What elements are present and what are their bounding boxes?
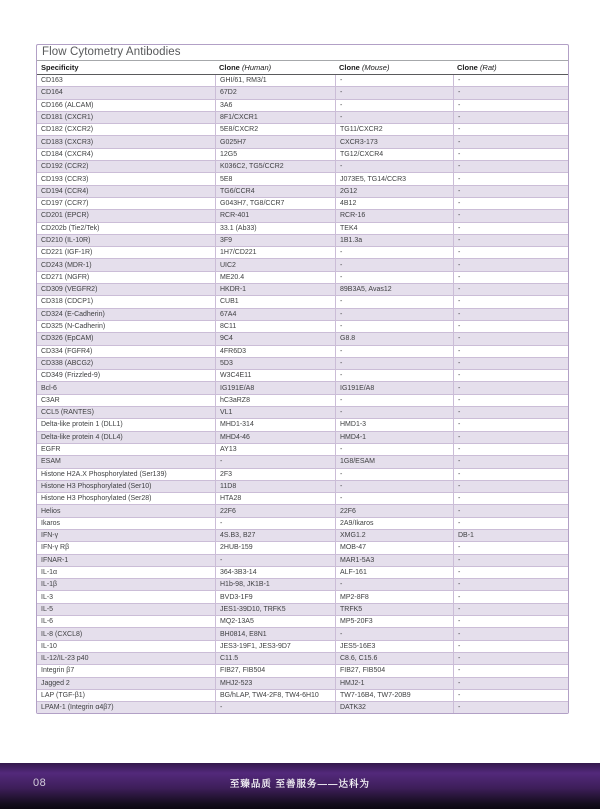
table-cell: - [453, 542, 568, 553]
table-cell: UIC2 [215, 259, 335, 270]
table-cell: RCR-401 [215, 210, 335, 221]
table-cell: - [453, 407, 568, 418]
table-row [37, 333, 568, 345]
table-cell: G8.8 [335, 333, 453, 344]
table-cell: - [335, 469, 453, 480]
table-cell: - [335, 259, 453, 270]
table-cell: IL-1β [41, 581, 58, 589]
table-cell: 5D3 [215, 358, 335, 369]
table-row [37, 259, 568, 271]
table-cell: - [335, 358, 453, 369]
table-cell: HKDR-1 [215, 284, 335, 295]
table-cell: 22F6 [335, 505, 453, 516]
table-cell: MHD1-314 [215, 419, 335, 430]
table-cell: MAR1-5A3 [335, 555, 453, 566]
table-cell: CD338 (ABCG2) [41, 359, 94, 367]
table-row [37, 469, 568, 481]
table-cell: - [453, 370, 568, 381]
table-cell: Helios [41, 507, 61, 515]
table-cell: IL-1α [41, 569, 58, 577]
table-cell: CD221 (IGF-1R) [41, 249, 93, 257]
table-row [37, 321, 568, 333]
table-cell: CD326 (EpCAM) [41, 335, 94, 343]
table-cell: FIB27, FIB504 [335, 665, 453, 676]
page-number: 08 [33, 776, 47, 789]
table-cell: MHJ2-523 [215, 678, 335, 689]
table-cell: - [453, 579, 568, 590]
table-cell: - [453, 223, 568, 234]
table-row [37, 444, 568, 456]
table-cell: Delta-like protein 1 (DLL1) [41, 421, 123, 429]
table-cell: - [453, 321, 568, 332]
table-cell: CXCR3-173 [335, 136, 453, 147]
table-cell: - [453, 591, 568, 602]
table-cell: AY13 [215, 444, 335, 455]
table-cell: 3A6 [215, 100, 335, 111]
footer-slogan: 至臻品质 至善服务——达科为 [229, 778, 371, 790]
table-cell: C11.5 [215, 653, 335, 664]
table-cell: HMD4-1 [335, 432, 453, 443]
table-cell: 3F9 [215, 235, 335, 246]
table-cell: - [335, 407, 453, 418]
table-cell: 2G12 [335, 186, 453, 197]
table-cell: TEK4 [335, 223, 453, 234]
table-cell: GHI/61, RM3/1 [215, 75, 335, 86]
table-cell: - [335, 309, 453, 320]
table-row [37, 419, 568, 431]
table-cell: 11D8 [215, 481, 335, 492]
table-row [37, 690, 568, 702]
table-cell: - [453, 665, 568, 676]
table-cell: IL-8 (CXCL8) [41, 630, 83, 638]
table-cell: - [335, 481, 453, 492]
table-cell: IL-3 [41, 593, 54, 601]
table-cell: 5E8 [215, 173, 335, 184]
table-row [37, 702, 568, 713]
table-cell: IL-12/IL-23 p40 [41, 655, 89, 663]
table-cell: XMG1.2 [335, 530, 453, 541]
table-cell: MHD4-46 [215, 432, 335, 443]
table-cell: CD197 (CCR7) [41, 200, 89, 208]
table-cell: - [335, 247, 453, 258]
table-cell: G043H7, TG8/CCR7 [215, 198, 335, 209]
table-cell: JES3-19F1, JES3-9D7 [215, 641, 335, 652]
table-cell: - [453, 567, 568, 578]
table-cell: CD243 (MDR-1) [41, 261, 92, 269]
table-row [37, 124, 568, 136]
table-cell: 12G5 [215, 149, 335, 160]
table-cell: - [453, 346, 568, 357]
table-row [37, 567, 568, 579]
table-cell: 8C11 [215, 321, 335, 332]
table-cell: - [453, 333, 568, 344]
table-row [37, 272, 568, 284]
table-row [37, 210, 568, 222]
table-cell: - [335, 87, 453, 98]
table-cell: - [453, 678, 568, 689]
table-row [37, 395, 568, 407]
table-cell: CCL5 (RANTES) [41, 409, 94, 417]
table-row [37, 481, 568, 493]
table-cell: BVD3-1F9 [215, 591, 335, 602]
table-cell: - [453, 198, 568, 209]
column-header-specificity: Specificity [41, 63, 79, 72]
table-cell: - [453, 186, 568, 197]
table-cell: TG12/CXCR4 [335, 149, 453, 160]
table-cell: IL-5 [41, 605, 54, 613]
table-cell: - [453, 296, 568, 307]
table-cell: CD181 (CXCR1) [41, 114, 94, 122]
table-cell: Ikaros [41, 519, 61, 527]
table-cell: IL-6 [41, 618, 54, 626]
table-cell: DB-1 [453, 530, 568, 541]
table-cell: - [335, 296, 453, 307]
table-cell: CD210 (IL-10R) [41, 237, 91, 244]
table-cell: - [453, 259, 568, 270]
table-cell: C3AR [41, 396, 60, 404]
table-cell: - [453, 272, 568, 283]
table-cell: IG191E/A8 [215, 382, 335, 393]
antibody-table [36, 44, 569, 714]
table-row [37, 247, 568, 259]
table-cell: LAP (TGF-β1) [41, 691, 85, 699]
table-row [37, 309, 568, 321]
table-row [37, 370, 568, 382]
table-cell: - [335, 75, 453, 86]
table-cell: - [335, 370, 453, 381]
table-cell: 67A4 [215, 309, 335, 320]
table-row [37, 407, 568, 419]
table-cell: - [453, 173, 568, 184]
table-cell: - [453, 604, 568, 615]
table-cell: 4FR6D3 [215, 346, 335, 357]
table-cell: - [453, 161, 568, 172]
table-cell: 2F3 [215, 469, 335, 480]
table-row [37, 530, 568, 542]
table-cell: HMD1-3 [335, 419, 453, 430]
table-row [37, 493, 568, 505]
table-row [37, 579, 568, 591]
table-cell: CD201 (EPCR) [41, 212, 89, 220]
table-cell: - [453, 432, 568, 443]
table-cell: MOB-47 [335, 542, 453, 553]
table-cell: CD182 (CXCR2) [41, 126, 94, 134]
table-cell: - [453, 653, 568, 664]
table-cell: - [453, 87, 568, 98]
table-cell: - [335, 272, 453, 283]
table-cell: - [453, 136, 568, 147]
table-cell: ME20.4 [215, 272, 335, 283]
table-cell: - [453, 469, 568, 480]
table-row [37, 678, 568, 690]
table-cell: - [215, 456, 335, 467]
table-cell: - [453, 112, 568, 123]
table-cell: IFN-γ Rβ [41, 544, 70, 552]
table-cell: IL-10 [41, 642, 57, 650]
table-cell: Bcl-6 [41, 384, 57, 392]
table-cell: IFN-γ [41, 532, 59, 540]
table-cell: IG191E/A8 [335, 382, 453, 393]
table-row [37, 653, 568, 665]
table-row [37, 382, 568, 394]
table-cell: CD194 (CCR4) [41, 187, 89, 195]
table-cell: - [453, 481, 568, 492]
table-cell: CD318 (CDCP1) [41, 298, 94, 306]
table-cell: TG11/CXCR2 [335, 124, 453, 135]
table-cell: CD166 (ALCAM) [41, 101, 94, 109]
table-cell: - [453, 100, 568, 111]
table-row [37, 235, 568, 247]
table-cell: - [453, 419, 568, 430]
table-cell: 9C4 [215, 333, 335, 344]
table-row [37, 616, 568, 628]
table-cell: CD163 [41, 77, 63, 85]
table-cell: RCR-16 [335, 210, 453, 221]
table-row [37, 432, 568, 444]
table-cell: CUB1 [215, 296, 335, 307]
table-cell: - [453, 702, 568, 713]
table-cell: JES5-16E3 [335, 641, 453, 652]
table-cell: - [453, 641, 568, 652]
table-row [37, 284, 568, 296]
table-cell: - [335, 493, 453, 504]
page-footer [0, 763, 600, 809]
table-cell: CD309 (VEGFR2) [41, 286, 98, 294]
table-cell: - [453, 493, 568, 504]
table-row [37, 641, 568, 653]
table-cell: CD193 (CCR3) [41, 175, 89, 183]
table-cell: MQ2-13A5 [215, 616, 335, 627]
table-row [37, 186, 568, 198]
table-cell: MP2-8F8 [335, 591, 453, 602]
table-cell: ESAM [41, 458, 61, 466]
table-cell: - [215, 555, 335, 566]
table-row [37, 87, 568, 99]
table-cell: 1G8/ESAM [335, 456, 453, 467]
table-row [37, 100, 568, 112]
table-cell: - [453, 284, 568, 295]
table-cell: - [453, 518, 568, 529]
table-cell: CD164 [41, 89, 63, 97]
table-cell: CD184 (CXCR4) [41, 150, 94, 158]
table-cell: CD192 (CCR2) [41, 163, 89, 171]
table-row [37, 161, 568, 173]
table-cell: - [453, 505, 568, 516]
table-row [37, 346, 568, 358]
table-cell: Histone H3 Phosphorylated (Ser10) [41, 482, 152, 490]
table-cell: J073E5, TG14/CCR3 [335, 173, 453, 184]
table-cell: - [453, 616, 568, 627]
table-cell: 22F6 [215, 505, 335, 516]
table-cell: - [453, 247, 568, 258]
table-header-row [37, 61, 568, 75]
table-row [37, 112, 568, 124]
table-cell: BH0814, E8N1 [215, 628, 335, 639]
column-header-clone-rat: Clone (Rat) [457, 63, 497, 72]
table-cell: Histone H3 Phosphorylated (Ser28) [41, 495, 152, 503]
table-cell: - [453, 210, 568, 221]
table-cell: BG/hLAP, TW4-2F8, TW4-6H10 [215, 690, 335, 701]
table-cell: CD271 (NGFR) [41, 273, 90, 281]
table-row [37, 173, 568, 185]
table-cell: - [335, 346, 453, 357]
table-cell: LPAM-1 (Integrin α4β7) [41, 704, 114, 712]
table-cell: - [453, 456, 568, 467]
table-cell: - [453, 555, 568, 566]
table-cell: - [453, 149, 568, 160]
table-cell: HTA28 [215, 493, 335, 504]
table-cell: 364-3B3-14 [215, 567, 335, 578]
table-cell: - [453, 235, 568, 246]
table-cell: IFNAR-1 [41, 556, 69, 564]
table-cell: 5E8/CXCR2 [215, 124, 335, 135]
table-cell: Jagged 2 [41, 679, 70, 687]
table-cell: - [453, 444, 568, 455]
table-cell: 2A9/Ikaros [335, 518, 453, 529]
table-row [37, 628, 568, 640]
table-cell: CD349 (Frizzled-9) [41, 372, 101, 380]
table-cell: MP5-20F3 [335, 616, 453, 627]
table-cell: CD324 (E-Cadherin) [41, 310, 105, 318]
table-cell: 4S.B3, B27 [215, 530, 335, 541]
table-cell: W3C4E11 [215, 370, 335, 381]
table-cell: - [335, 161, 453, 172]
table-cell: 4B12 [335, 198, 453, 209]
table-row [37, 149, 568, 161]
table-cell: - [335, 628, 453, 639]
table-cell: - [453, 75, 568, 86]
table-cell: hC3aRZ8 [215, 395, 335, 406]
table-row [37, 223, 568, 235]
table-cell: - [215, 702, 335, 713]
table-cell: EGFR [41, 446, 61, 454]
table-cell: - [453, 628, 568, 639]
table-cell: TRFK5 [335, 604, 453, 615]
table-row [37, 75, 568, 87]
table-cell: DATK32 [335, 702, 453, 713]
table-cell: 8F1/CXCR1 [215, 112, 335, 123]
table-row [37, 604, 568, 616]
column-header-clone-human: Clone (Human) [219, 63, 272, 72]
table-cell: TW7-16B4, TW7-20B9 [335, 690, 453, 701]
table-cell: JES1-39D10, TRFK5 [215, 604, 335, 615]
table-title: Flow Cytometry Antibodies [37, 45, 568, 61]
table-cell: Integrin β7 [41, 667, 75, 675]
table-cell: - [453, 690, 568, 701]
table-cell: H1b-98, JK1B-1 [215, 579, 335, 590]
table-cell: K036C2, TG5/CCR2 [215, 161, 335, 172]
table-cell: 67D2 [215, 87, 335, 98]
table-cell: - [453, 124, 568, 135]
table-row [37, 555, 568, 567]
table-cell: 1H7/CD221 [215, 247, 335, 258]
table-cell: - [335, 444, 453, 455]
table-cell: 1B1.3a [335, 235, 453, 246]
table-cell: 2HUB-159 [215, 542, 335, 553]
table-cell: - [215, 518, 335, 529]
table-cell: FIB27, FIB504 [215, 665, 335, 676]
table-cell: C8.6, C15.6 [335, 653, 453, 664]
table-body [37, 75, 568, 713]
table-cell: VL1 [215, 407, 335, 418]
table-cell: CD183 (CXCR3) [41, 138, 94, 146]
table-cell: - [453, 395, 568, 406]
table-row [37, 136, 568, 148]
table-cell: Histone H2A.X Phosphorylated (Ser139) [41, 470, 167, 478]
table-cell: - [453, 382, 568, 393]
table-cell: - [335, 579, 453, 590]
table-cell: - [335, 395, 453, 406]
table-row [37, 665, 568, 677]
table-cell: - [453, 309, 568, 320]
table-cell: - [453, 358, 568, 369]
table-cell: CD325 (N-Cadherin) [41, 323, 106, 331]
table-cell: TG6/CCR4 [215, 186, 335, 197]
table-cell: 33.1 (Ab33) [215, 223, 335, 234]
table-row [37, 296, 568, 308]
table-cell: - [335, 321, 453, 332]
table-cell: ALF-161 [335, 567, 453, 578]
table-row [37, 505, 568, 517]
table-row [37, 456, 568, 468]
table-cell: - [335, 100, 453, 111]
table-row [37, 198, 568, 210]
table-cell: CD202b (Tie2/Tek) [41, 224, 100, 232]
table-row [37, 542, 568, 554]
table-cell: G025H7 [215, 136, 335, 147]
table-cell: HMJ2-1 [335, 678, 453, 689]
table-row [37, 358, 568, 370]
table-cell: - [335, 112, 453, 123]
table-row [37, 518, 568, 530]
table-row [37, 591, 568, 603]
table-cell: CD334 (FGFR4) [41, 347, 93, 355]
column-header-clone-mouse: Clone (Mouse) [339, 63, 390, 72]
table-cell: 89B3A5, Avas12 [335, 284, 453, 295]
table-cell: Delta-like protein 4 (DLL4) [41, 433, 123, 441]
